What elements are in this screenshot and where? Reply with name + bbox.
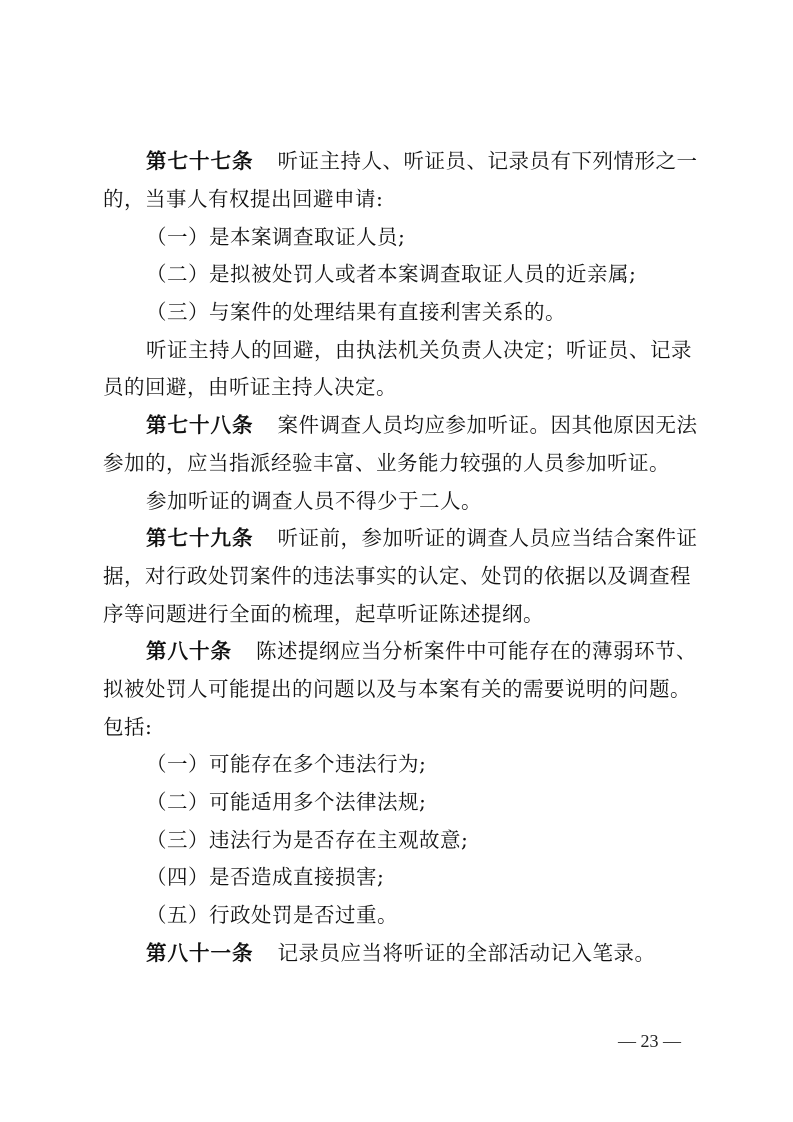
article-77-para-2-line-2: 员的回避，由听证主持人决定。: [103, 375, 397, 399]
article-80-item-2: （二）可能适用多个法律法规;: [146, 790, 427, 814]
article-80-item-4: （四）是否造成直接损害;: [146, 865, 385, 889]
article-81-text-1: 记录员应当将听证的全部活动记入笔录。: [277, 941, 656, 965]
page-number: — 23 —: [618, 1031, 681, 1051]
article-78-line-1: [146, 408, 698, 442]
article-77-line-2: 的，当事人有权提出回避申请:: [103, 187, 384, 211]
article-77-item-2: （二）是拟被处罚人或者本案调查取证人员的近亲属;: [146, 262, 637, 286]
article-77-text-1: 听证主持人、听证员、记录员有下列情形之一: [277, 149, 698, 173]
article-77-para-2-line-1: 听证主持人的回避，由执法机关负责人决定；听证员、记录: [146, 338, 692, 362]
article-78-text-1: 案件调查人员均应参加听证。因其他原因无法: [277, 413, 698, 437]
article-81-title: 第八十一条: [146, 941, 254, 965]
article-81-line-1: [146, 936, 656, 970]
article-79-text-1: 听证前，参加听证的调查人员应当结合案件证: [277, 526, 698, 550]
article-79-line-1: [146, 521, 698, 555]
article-79-line-2: 据，对行政处罚案件的违法事实的认定、处罚的依据以及调查程: [103, 564, 691, 588]
article-80-item-3: （三）违法行为是否存在主观故意;: [146, 828, 469, 852]
article-79-title: 第七十九条: [146, 526, 254, 550]
article-78-para-2: 参加听证的调查人员不得少于二人。: [146, 489, 482, 513]
article-79-line-3: 序等问题进行全面的梳理，起草听证陈述提纲。: [103, 602, 544, 626]
article-80-item-1: （一）可能存在多个违法行为;: [146, 752, 427, 776]
article-80-line-3: 包括:: [103, 715, 153, 739]
article-77-item-3: （三）与案件的处理结果有直接利害关系的。: [146, 300, 566, 324]
article-78-title: 第七十八条: [146, 413, 254, 437]
article-80-line-1: [146, 634, 697, 668]
article-78-line-2: 参加的，应当指派经验丰富、业务能力较强的人员参加听证。: [103, 451, 670, 475]
article-77-item-1: （一）是本案调查取证人员;: [146, 225, 406, 249]
article-80-line-2: 拟被处罚人可能提出的问题以及与本案有关的需要说明的问题。: [103, 677, 691, 701]
article-80-title: 第八十条: [146, 639, 232, 663]
article-77-title: 第七十七条: [146, 149, 254, 173]
article-80-item-5: （五）行政处罚是否过重。: [146, 903, 398, 927]
article-80-text-1: 陈述提纲应当分析案件中可能存在的薄弱环节、: [256, 639, 697, 663]
article-77-line-1: [146, 144, 698, 178]
